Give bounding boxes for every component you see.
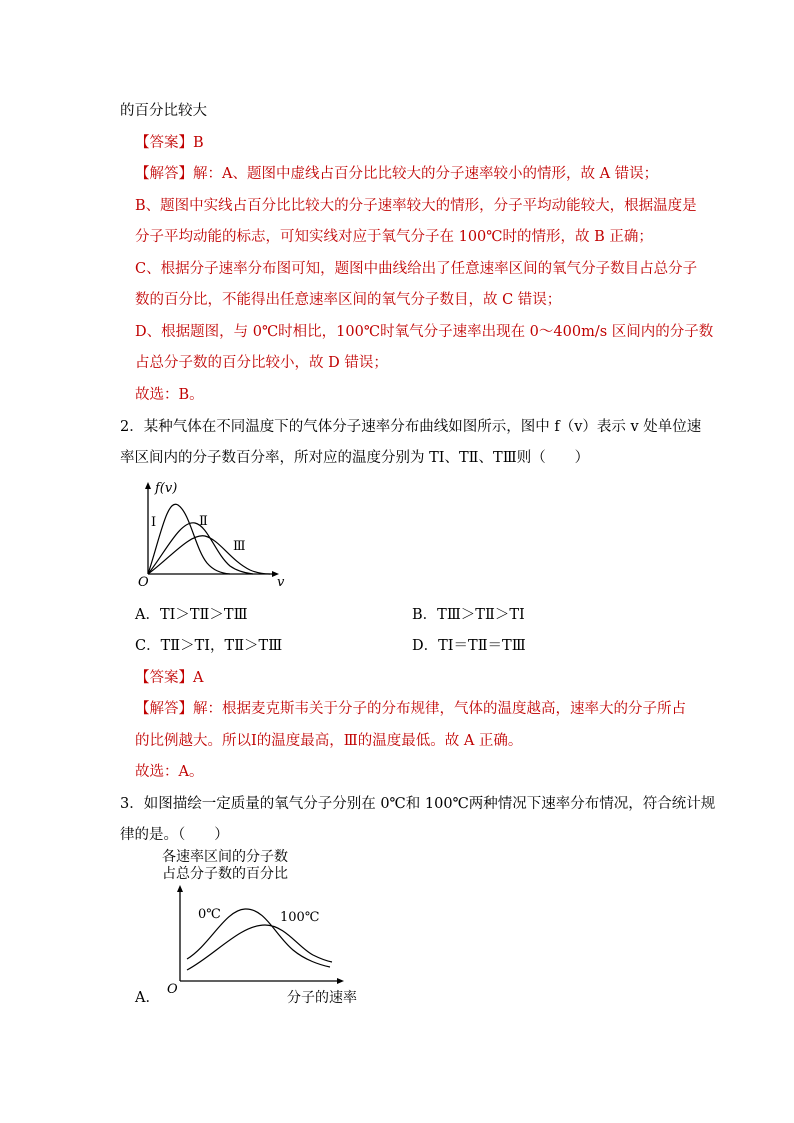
q3-y-label-line-1: 各速率区间的分子数 [162, 849, 288, 865]
q3-stem-line-1: 3．如图描绘一定质量的氧气分子分别在 0℃和 100℃两种情况下速率分布情况，符合统计规 [120, 796, 716, 812]
answer-tag: 【答案】 [135, 135, 193, 151]
q1-analysis-line-2: B、题图中实线占百分比比较大的分子速率较大的情形，分子平均动能较大，根据温度是 [135, 198, 697, 214]
q1-answer [135, 133, 204, 153]
q2-answer [135, 668, 203, 688]
q3-origin-label: O [167, 982, 178, 997]
q1-analysis-line-3: 分子平均动能的标志，可知实线对应于氧气分子在 100℃时的情形，故 B 正确； [135, 229, 653, 245]
q3-stem-line-2: 律的是。（ ） [120, 827, 229, 843]
q1-analysis-line-4: C、根据分子速率分布图可知，题图中曲线给出了任意速率区间的氧气分子数目占总分子 [135, 261, 698, 277]
q1-analysis-line-6: D、根据题图，与 0℃时相比，100℃时氧气分子速率出现在 0～400m/s 区间内的分子数 [135, 324, 714, 340]
q2-stem-line-1: 2．某种气体在不同温度下的气体分子速率分布曲线如图所示，图中 f（v）表示 v 处单位速 [120, 419, 702, 435]
q1-analysis-line-7: 占总分子数的百分比较小，故 D 错误； [135, 355, 388, 371]
q1-choose: 故选：B。 [135, 387, 204, 403]
q2-analysis-line-1: 【解答】解：根据麦克斯韦关于分子的分布规律，气体的温度越高，速率大的分子所占 [135, 701, 686, 717]
answer-value: B [193, 135, 204, 151]
q2-option-a: A．TⅠ＞TⅡ＞TⅢ [135, 607, 248, 623]
q3-x-arrow [337, 978, 344, 984]
q2-figure [135, 478, 295, 588]
analysis-tag: 【解答】 [135, 166, 193, 182]
q1-text-tail: 的百分比较大 [120, 103, 207, 119]
q1-analysis-line-5: 数的百分比，不能得出任意速率区间的氧气分子数目，故 C 错误； [135, 292, 562, 308]
q3-y-label-line-2: 占总分子数的百分比 [162, 866, 288, 882]
q3-y-arrow [177, 885, 183, 892]
q2-label-II: Ⅱ [199, 514, 208, 529]
q2-stem-line-2: 率区间内的分子数百分率，所对应的温度分别为 TⅠ、TⅡ、TⅢ则（ ） [120, 450, 590, 466]
q3-curve-100C [187, 925, 332, 970]
q3-figure [135, 845, 375, 1010]
q2-option-b: B．TⅢ＞TⅡ＞TⅠ [412, 607, 525, 623]
answer-tag: 【答案】 [135, 670, 193, 686]
q2-option-c: C．TⅡ＞TⅠ，TⅡ＞TⅢ [135, 638, 283, 654]
analysis-tag: 【解答】 [135, 701, 193, 717]
q2-label-I: Ⅰ [151, 515, 157, 530]
q2-analysis-line-2: 的比例越大。所以Ⅰ的温度最高，Ⅲ的温度最低。故 A 正确。 [135, 733, 523, 749]
q2-x-label: v [277, 575, 285, 588]
q3-x-label: 分子的速率 [287, 990, 357, 1006]
answer-value: A [193, 670, 204, 686]
q2-y-arrow [145, 482, 151, 489]
q2-label-III: Ⅲ [233, 539, 246, 554]
q2-y-label: f(v) [155, 481, 178, 496]
q3-label-0C: 0℃ [198, 907, 221, 922]
q2-option-d: D．TⅠ＝TⅡ＝TⅢ [412, 638, 526, 654]
q2-origin-label: O [138, 575, 149, 588]
q3-option-a-label: A． [135, 990, 160, 1006]
q2-curve-3 [148, 536, 270, 574]
q3-label-100C: 100℃ [280, 910, 320, 925]
q2-choose: 故选：A。 [135, 764, 204, 780]
q1-analysis-line-1: 【解答】解：A、题图中虚线占百分比比较大的分子速率较小的情形，故 A 错误； [135, 166, 659, 182]
